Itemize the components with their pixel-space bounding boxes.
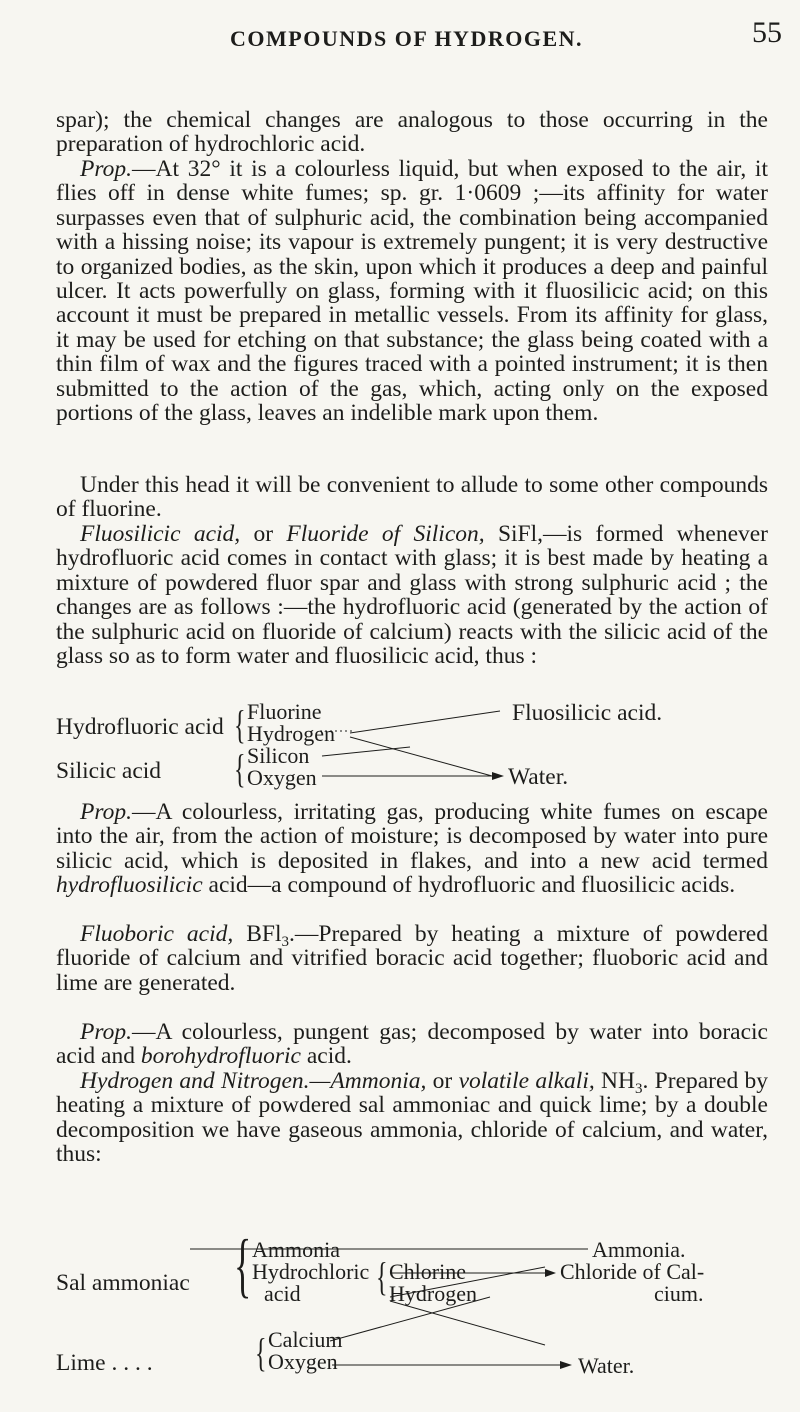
italic-text: Prop. [80,1019,133,1045]
italic-text: Hydrogen and Nitrogen.—Ammonia, [80,1068,427,1094]
reaction-diagram-ammonia [0,1225,800,1378]
reactant-sal-ammoniac: Sal ammoniac [56,1270,190,1296]
paragraph-fluosilicic-acid [56,522,768,668]
page-header [0,16,800,60]
text-run: —At 32° it is a colourless liquid, but when exposed to the air, it flies off in dense white fumes; sp. gr. 1·0609 ;—its affinity for water surpasses even that of sulphuric acid, the combination being accompanied with a hissing noise; its vapour is extremely pungent; it is very destructive to organized bodies, as the skin, upon which it produces a deep and painful ulcer. It acts powerfully on glass, forming with it fluosilicic acid; on this account it must be prepared in metallic vessels. From its affinity for glass, it may be used for etching on that substance; the glass being coated with a thin film of wax and the figures traced with a pointed instrument; it is then submitted to the action of the gas, which, acting only on the exposed portions of the glass, leaves an indelible mark upon them. [56,156,768,427]
text-run: —A colourless, irritating gas, producing white fumes on escape into the air, from the action of moisture; is decomposed by water into pure silicic acid, which is deposited in flakes, and into a new acid termed [56,799,768,874]
italic-text: Prop. [80,799,133,825]
text-run: acid. [300,1043,352,1070]
element-oxygen: Oxygen [268,1349,338,1374]
subscript: 3 [635,1081,643,1097]
italic-text: hydrofluosilicic [56,872,203,899]
reactant-hydrofluoric-acid: Hydrofluoric acid [56,714,224,740]
brace: { [234,746,246,791]
text-run: spar); the chemical changes are analogous to those occurring in the preparation of hydrochloric acid. [56,107,768,158]
reactant-lime: Lime . . . . [56,1350,153,1376]
element-silicon: Silicon [247,743,310,768]
brace: { [234,702,246,747]
element-fluorine: Fluorine [247,699,322,724]
text-run: —A colourless, pungent gas; decomposed by water into boracic acid and [56,1019,768,1070]
compound-hydrochloric: Hydrochloric [252,1259,370,1284]
text-run: BFl [233,921,282,947]
italic-text: volatile alkali, [458,1068,595,1094]
element-calcium: Calcium [268,1327,343,1352]
italic-text: Prop. [80,156,133,182]
paragraph-fluosilicic-properties [56,800,768,898]
paragraph-fluoboric-acid [56,922,768,995]
text-run: .—Prepared by heating a mixture of powdered fluoride of calcium and vitrified boracic acid together; fluoboric acid and lime are generated. [56,921,768,996]
product-fluosilicic-acid: Fluosilicic acid. [512,700,663,726]
paragraph-fluoboric-properties [56,1020,768,1069]
text-run: Under this head it will be convenient to allude to some other compounds of fluorine. [56,472,768,523]
italic-text: borohydrofluoric [140,1043,301,1070]
paragraph-continuation [56,108,768,157]
text-run: SiFl,—is formed whenever hydrofluoric acid comes in contact with glass; it is best made by heating a mixture of powdered fluor spar and glass with strong sulphuric acid ; the changes are as follows :—the hydrofluoric acid (generated by the action of the sulphuric acid on fluoride of calcium) reacts with the silicic acid of the glass so as to form water and fluosilicic acid, thus : [56,521,769,670]
reaction-diagram-fluosilicic [0,699,800,791]
text-run: NH [594,1068,635,1094]
element-hydrogen: Hydrogen [247,721,335,746]
compound-hydrochloric-acid: acid [264,1281,301,1306]
element-chlorine: Chlorine [389,1259,466,1284]
subscript: 3 [281,934,289,950]
italic-text: Fluosilicic acid, [80,521,241,547]
page-number: 55 [752,16,782,49]
brace: { [255,1330,267,1375]
product-chloride-of-calcium-cont: cium. [654,1281,704,1306]
element-oxygen: Oxygen [247,765,317,790]
text-run: . Prepared by heating a mixture of powdered sal ammoniac and quick lime; by a double decomposition we have gaseous ammonia, chloride of calcium, and water, thus: [56,1068,768,1168]
product-ammonia: Ammonia. [592,1237,686,1262]
product-water: Water. [578,1353,635,1378]
paragraph-properties-hydrofluoric [56,157,768,425]
brace: { [376,1254,388,1299]
product-water: Water. [508,764,569,790]
text-run: or [240,521,287,547]
element-hydrogen: Hydrogen [389,1281,477,1306]
italic-text: Fluoboric acid, [80,921,234,947]
brace: { [234,1225,252,1305]
italic-text: Fluoride of Silicon, [286,521,485,547]
text-run: or [426,1068,459,1094]
text-run: acid—a compound of hydrofluoric and fluosilicic acids. [202,872,736,899]
product-chloride-of-calcium: Chloride of Cal- [560,1259,705,1284]
paragraph-fluorine-compounds [56,473,768,522]
compound-ammonia: Ammonia [252,1237,340,1262]
reactant-silicic-acid: Silicic acid [56,758,162,784]
paragraph-ammonia [56,1069,768,1167]
running-title: COMPOUNDS OF HYDROGEN. [230,26,584,51]
